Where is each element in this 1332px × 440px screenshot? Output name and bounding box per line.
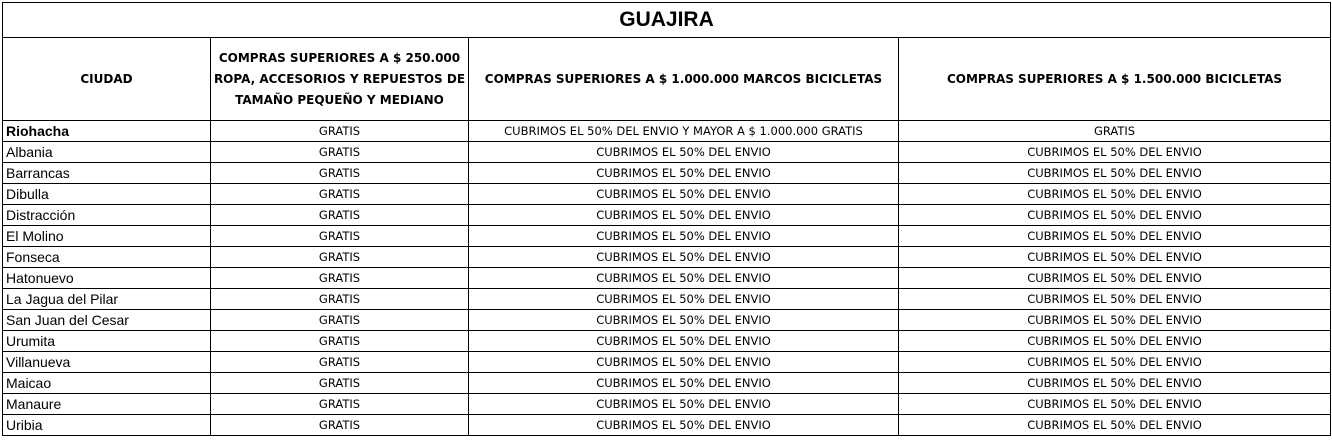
city-cell: Fonseca xyxy=(3,247,211,268)
table-row xyxy=(3,373,1331,394)
table-row xyxy=(3,331,1331,352)
col1-cell: GRATIS xyxy=(211,415,469,436)
city-cell: Maicao xyxy=(3,373,211,394)
table-row xyxy=(3,247,1331,268)
col1-cell: GRATIS xyxy=(211,205,469,226)
col3-cell: CUBRIMOS EL 50% DEL ENVIO xyxy=(899,373,1331,394)
city-cell: Distracción xyxy=(3,205,211,226)
col2-cell: CUBRIMOS EL 50% DEL ENVIO xyxy=(469,268,899,289)
table-title: GUAJIRA xyxy=(3,3,1331,38)
col2-cell: CUBRIMOS EL 50% DEL ENVIO Y MAYOR A $ 1.000.000 GRATIS xyxy=(469,121,899,142)
header-col1-line-1: COMPRAS SUPERIORES A $ 250.000 xyxy=(218,50,461,65)
table-row xyxy=(3,205,1331,226)
col3-cell: CUBRIMOS EL 50% DEL ENVIO xyxy=(899,142,1331,163)
city-cell: Dibulla xyxy=(3,184,211,205)
col1-cell: GRATIS xyxy=(211,352,469,373)
col2-cell: CUBRIMOS EL 50% DEL ENVIO xyxy=(469,247,899,268)
col2-cell: CUBRIMOS EL 50% DEL ENVIO xyxy=(469,331,899,352)
col2-cell: CUBRIMOS EL 50% DEL ENVIO xyxy=(469,184,899,205)
col3-cell: CUBRIMOS EL 50% DEL ENVIO xyxy=(899,226,1331,247)
city-cell: Albania xyxy=(3,142,211,163)
table-row xyxy=(3,394,1331,415)
shipping-table xyxy=(2,2,1331,436)
city-cell: San Juan del Cesar xyxy=(3,310,211,331)
col2-cell: CUBRIMOS EL 50% DEL ENVIO xyxy=(469,394,899,415)
col1-cell: GRATIS xyxy=(211,247,469,268)
table-row xyxy=(3,352,1331,373)
col3-cell: CUBRIMOS EL 50% DEL ENVIO xyxy=(899,394,1331,415)
col3-cell: CUBRIMOS EL 50% DEL ENVIO xyxy=(899,352,1331,373)
city-cell: La Jagua del Pilar xyxy=(3,289,211,310)
col3-cell: CUBRIMOS EL 50% DEL ENVIO xyxy=(899,205,1331,226)
table-row xyxy=(3,226,1331,247)
col2-cell: CUBRIMOS EL 50% DEL ENVIO xyxy=(469,163,899,184)
table-row xyxy=(3,163,1331,184)
table-row xyxy=(3,268,1331,289)
table-row xyxy=(3,121,1331,142)
table-row xyxy=(3,184,1331,205)
header-col1-line-3: TAMAÑO PEQUEÑO Y MEDIANO xyxy=(235,92,444,107)
city-cell: Villanueva xyxy=(3,352,211,373)
col2-cell: CUBRIMOS EL 50% DEL ENVIO xyxy=(469,289,899,310)
col1-cell: GRATIS xyxy=(211,373,469,394)
table-row xyxy=(3,310,1331,331)
city-cell: Urumita xyxy=(3,331,211,352)
city-cell: El Molino xyxy=(3,226,211,247)
col2-cell: CUBRIMOS EL 50% DEL ENVIO xyxy=(469,226,899,247)
col1-cell: GRATIS xyxy=(211,163,469,184)
col3-cell: CUBRIMOS EL 50% DEL ENVIO xyxy=(899,268,1331,289)
col2-cell: CUBRIMOS EL 50% DEL ENVIO xyxy=(469,142,899,163)
col3-cell: CUBRIMOS EL 50% DEL ENVIO xyxy=(899,163,1331,184)
col3-cell: CUBRIMOS EL 50% DEL ENVIO xyxy=(899,289,1331,310)
header-col2: COMPRAS SUPERIORES A $ 1.000.000 MARCOS BICICLETAS xyxy=(469,38,899,121)
header-col3: COMPRAS SUPERIORES A $ 1.500.000 BICICLETAS xyxy=(899,38,1331,121)
col3-cell: CUBRIMOS EL 50% DEL ENVIO xyxy=(899,415,1331,436)
col2-cell: CUBRIMOS EL 50% DEL ENVIO xyxy=(469,310,899,331)
col1-cell: GRATIS xyxy=(211,268,469,289)
col3-cell: CUBRIMOS EL 50% DEL ENVIO xyxy=(899,184,1331,205)
col3-cell: CUBRIMOS EL 50% DEL ENVIO xyxy=(899,310,1331,331)
col1-cell: GRATIS xyxy=(211,394,469,415)
col2-cell: CUBRIMOS EL 50% DEL ENVIO xyxy=(469,352,899,373)
header-city: CIUDAD xyxy=(3,38,211,121)
col2-cell: CUBRIMOS EL 50% DEL ENVIO xyxy=(469,205,899,226)
city-cell: Manaure xyxy=(3,394,211,415)
table-row xyxy=(3,289,1331,310)
col1-cell: GRATIS xyxy=(211,289,469,310)
header-col1-line-2: ROPA, ACCESORIOS Y REPUESTOS DE xyxy=(213,71,466,86)
col1-cell: GRATIS xyxy=(211,226,469,247)
col2-cell: CUBRIMOS EL 50% DEL ENVIO xyxy=(469,373,899,394)
col3-cell: CUBRIMOS EL 50% DEL ENVIO xyxy=(899,331,1331,352)
city-cell: Riohacha xyxy=(3,121,211,142)
col2-cell: CUBRIMOS EL 50% DEL ENVIO xyxy=(469,415,899,436)
city-cell: Hatonuevo xyxy=(3,268,211,289)
col3-cell: GRATIS xyxy=(899,121,1331,142)
col3-cell: CUBRIMOS EL 50% DEL ENVIO xyxy=(899,247,1331,268)
col1-cell: GRATIS xyxy=(211,310,469,331)
col1-cell: GRATIS xyxy=(211,121,469,142)
col1-cell: GRATIS xyxy=(211,184,469,205)
table-row xyxy=(3,415,1331,436)
col1-cell: GRATIS xyxy=(211,142,469,163)
city-cell: Barrancas xyxy=(3,163,211,184)
table-row xyxy=(3,142,1331,163)
city-cell: Uribia xyxy=(3,415,211,436)
col1-cell: GRATIS xyxy=(211,331,469,352)
header-col1 xyxy=(211,38,469,121)
